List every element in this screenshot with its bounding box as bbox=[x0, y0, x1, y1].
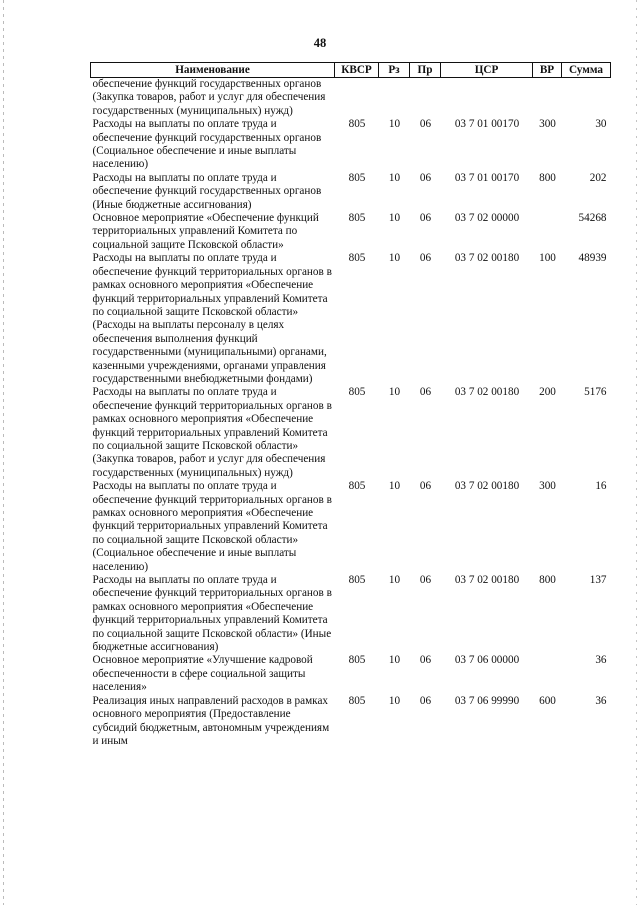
cell-pr bbox=[410, 78, 441, 119]
table-row bbox=[91, 252, 611, 386]
cell-csr: 03 7 06 99990 bbox=[454, 694, 520, 707]
cell-kvsr: 805 bbox=[348, 118, 366, 131]
budget-table bbox=[90, 62, 611, 748]
cell-kvsr: 805 bbox=[348, 480, 366, 493]
cell-kvsr bbox=[335, 78, 379, 119]
cell-name: обеспечение функций государственных органов (Закупка товаров, работ и услуг для обеспечения государственных (муниципальных) нужд) bbox=[92, 78, 326, 117]
cell-csr: 03 7 02 00180 bbox=[454, 252, 520, 265]
cell-vr: 600 bbox=[539, 694, 556, 707]
cell-pr: 06 bbox=[419, 694, 432, 707]
cell-rz: 10 bbox=[388, 252, 401, 265]
cell-sum: 54268 bbox=[578, 212, 607, 225]
table-row bbox=[91, 480, 611, 574]
header-vr: ВР bbox=[533, 63, 562, 78]
cell-kvsr: 805 bbox=[348, 654, 366, 667]
cell-vr: 800 bbox=[539, 574, 556, 587]
header-pr: Пр bbox=[410, 63, 441, 78]
table-row bbox=[91, 78, 611, 119]
page-number: 48 bbox=[313, 36, 327, 50]
cell-sum: 137 bbox=[589, 574, 607, 587]
cell-name: Расходы на выплаты по оплате труда и обеспечение функций территориальных органов в рамках основного мероприятия «Обеспечение функций территориальных управлений Комитета по социальной защите Псковской области» (Расходы на выплаты персоналу в целях обеспечения выполнения функций государственными (муниципальными) органами, казенными учреждениями, органами управления государственными внебюджетными фондами) bbox=[92, 252, 332, 385]
cell-vr: 300 bbox=[539, 480, 556, 493]
cell-kvsr: 805 bbox=[348, 212, 366, 225]
cell-rz bbox=[379, 78, 410, 119]
cell-name: Основное мероприятие «Обеспечение функций территориальных управлений Комитета по социальной защите Псковской области» bbox=[92, 212, 319, 251]
cell-pr: 06 bbox=[419, 212, 432, 225]
cell-name: Расходы на выплаты по оплате труда и обеспечение функций государственных органов (Социальное обеспечение и иные выплаты населению) bbox=[92, 118, 322, 171]
cell-sum: 48939 bbox=[578, 252, 607, 265]
cell-kvsr: 805 bbox=[348, 694, 366, 707]
scan-edge-left bbox=[3, 0, 4, 905]
cell-sum: 5176 bbox=[584, 386, 607, 399]
table-row bbox=[91, 654, 611, 694]
cell-vr bbox=[533, 212, 562, 252]
cell-sum: 30 bbox=[595, 118, 607, 131]
cell-sum: 36 bbox=[595, 654, 607, 667]
cell-kvsr: 805 bbox=[348, 252, 366, 265]
cell-vr bbox=[533, 78, 562, 119]
table-row bbox=[91, 212, 611, 252]
header-kvsr: КВСР bbox=[335, 63, 379, 78]
cell-rz: 10 bbox=[388, 574, 401, 587]
cell-sum: 16 bbox=[595, 480, 607, 493]
cell-sum bbox=[562, 78, 611, 119]
cell-sum: 202 bbox=[589, 171, 607, 184]
cell-rz: 10 bbox=[388, 654, 401, 667]
cell-name: Основное мероприятие «Улучшение кадровой обеспеченности в сфере социальной защиты населения» bbox=[92, 654, 313, 694]
cell-pr: 06 bbox=[419, 654, 432, 667]
cell-csr: 03 7 06 00000 bbox=[454, 654, 520, 667]
cell-name: Расходы на выплаты по оплате труда и обеспечение функций территориальных органов в рамках основного мероприятия «Обеспечение функций территориальных управлений Комитета по социальной защите Псковской области» (Социальное обеспечение и иные выплаты населению) bbox=[92, 480, 332, 573]
cell-pr: 06 bbox=[419, 118, 432, 131]
table-body bbox=[91, 78, 611, 749]
table-row bbox=[91, 574, 611, 654]
cell-pr: 06 bbox=[419, 386, 432, 399]
cell-sum: 36 bbox=[595, 694, 607, 707]
header-name: Наименование bbox=[91, 63, 335, 78]
table-row bbox=[91, 118, 611, 172]
cell-pr: 06 bbox=[419, 574, 432, 587]
cell-rz: 10 bbox=[388, 212, 401, 225]
cell-rz: 10 bbox=[388, 480, 401, 493]
cell-name: Реализация иных направлений расходов в рамках основного мероприятия (Предоставление субсидий бюджетным, автономным учреждениям и иным bbox=[92, 694, 330, 747]
cell-name: Расходы на выплаты по оплате труда и обеспечение функций государственных органов (Иные бюджетные ассигнования) bbox=[92, 171, 322, 211]
table-row bbox=[91, 172, 611, 212]
cell-vr: 800 bbox=[539, 171, 556, 184]
cell-csr bbox=[441, 78, 533, 119]
cell-kvsr: 805 bbox=[348, 574, 366, 587]
cell-rz: 10 bbox=[388, 171, 401, 184]
cell-name: Расходы на выплаты по оплате труда и обеспечение функций территориальных органов в рамках основного мероприятия «Обеспечение функций территориальных управлений Комитета по социальной защите Псковской области» (Закупка товаров, работ и услуг для обеспечения государственных (муниципальных) нужд) bbox=[92, 386, 332, 479]
cell-name: Расходы на выплаты по оплате труда и обеспечение функций территориальных органов в рамках основного мероприятия «Обеспечение функций территориальных управлений Комитета по социальной защите Псковской области» (Иные бюджетные ассигнования) bbox=[92, 574, 332, 654]
cell-csr: 03 7 02 00000 bbox=[454, 212, 520, 225]
cell-csr: 03 7 01 00170 bbox=[454, 118, 520, 131]
cell-rz: 10 bbox=[388, 118, 401, 131]
scan-edge-right bbox=[636, 0, 637, 905]
cell-csr: 03 7 02 00180 bbox=[454, 480, 520, 493]
cell-csr: 03 7 02 00180 bbox=[454, 574, 520, 587]
cell-kvsr: 805 bbox=[348, 171, 366, 184]
table-row bbox=[91, 695, 611, 749]
cell-csr: 03 7 02 00180 bbox=[454, 386, 520, 399]
table-header bbox=[91, 63, 611, 78]
cell-vr: 300 bbox=[539, 118, 556, 131]
cell-pr: 06 bbox=[419, 171, 432, 184]
header-rz: Рз bbox=[379, 63, 410, 78]
cell-pr: 06 bbox=[419, 252, 432, 265]
cell-rz: 10 bbox=[388, 386, 401, 399]
header-sum: Сумма bbox=[562, 63, 611, 78]
cell-rz: 10 bbox=[388, 694, 401, 707]
cell-vr: 100 bbox=[539, 252, 556, 265]
cell-vr: 200 bbox=[539, 386, 556, 399]
cell-pr: 06 bbox=[419, 480, 432, 493]
cell-vr bbox=[533, 654, 562, 694]
cell-kvsr: 805 bbox=[348, 386, 366, 399]
header-csr: ЦСР bbox=[441, 63, 533, 78]
table-row bbox=[91, 386, 611, 480]
cell-csr: 03 7 01 00170 bbox=[454, 171, 520, 184]
